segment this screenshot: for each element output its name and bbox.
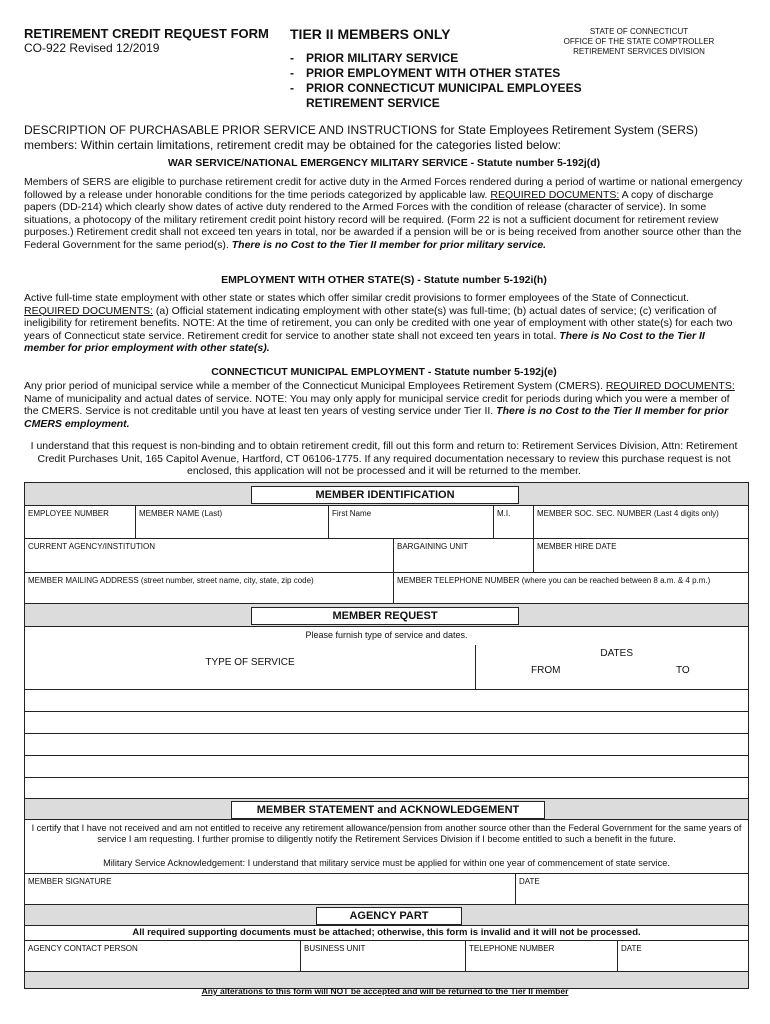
agency-notice: All required supporting documents must be attached; otherwise, this form is invalid and it will not be processed.	[132, 927, 641, 938]
id-row-3	[25, 573, 748, 604]
middle-initial-field[interactable]: M.I.	[493, 506, 533, 538]
agency-line: STATE OF CONNECTICUT	[589, 27, 689, 36]
agency-contact-field[interactable]: AGENCY CONTACT PERSON	[28, 944, 138, 953]
statement-band	[25, 799, 748, 820]
description: DESCRIPTION OF PURCHASABLE PRIOR SERVICE AND INSTRUCTIONS for State Employees Retirement System (SERS) members: Within certain limitations, retirement credit may be obtained for the categories listed below:	[24, 123, 698, 152]
agency-band	[25, 905, 748, 926]
footer-notice: Any alterations to this form will NOT be accepted and will be returned to the Tier II member	[201, 986, 569, 996]
ssn-field[interactable]: MEMBER SOC. SEC. NUMBER (Last 4 digits only)	[533, 506, 748, 538]
telephone-field[interactable]: MEMBER TELEPHONE NUMBER (where you can be reached between 8 a.m. & 4 p.m.)	[393, 573, 748, 603]
agency-header	[544, 27, 734, 57]
form-revision: CO-922 Revised 12/2019	[24, 41, 160, 55]
agency-part-title: AGENCY PART	[316, 907, 462, 925]
war-service-heading: WAR SERVICE/NATIONAL EMERGENCY MILITARY SERVICE - Statute number 5-192j(d)	[167, 157, 601, 169]
dates-header: DATES FROM TO	[475, 645, 748, 689]
mailing-address-field[interactable]: MEMBER MAILING ADDRESS (street number, street name, city, state, zip code)	[28, 576, 314, 585]
bargaining-unit-field[interactable]: BARGAINING UNIT	[393, 539, 533, 572]
service-row[interactable]	[25, 690, 748, 712]
municipal-text: Any prior period of municipal service while a member of the Connecticut Municipal Employees Retirement System (CMERS). REQUIRED DOCUMENTS: Name of municipality and actual dates of service. NOTE: You may only apply for municipal service credit for periods during which you were a member of the CMERS. Service is not creditable until you have at least ten years of vesting service under Tier II. There is no Cost to the Tier II member for prior CMERS employment.	[24, 380, 735, 430]
business-unit-field[interactable]: BUSINESS UNIT	[300, 941, 465, 971]
form-body	[24, 482, 749, 989]
agency-row	[25, 940, 748, 972]
hire-date-field[interactable]: MEMBER HIRE DATE	[533, 539, 748, 572]
war-service-text: Members of SERS are eligible to purchase retirement credit for active duty in the Armed Forces rendered during a period of wartime or national emergency followed by a release under honorable conditions for the time periods categorized by applicable law. REQUIRED DOCUMENTS: A copy of discharge papers (DD-214) which clearly show dates of active duty rendered to the Armed Forces with the condition of release (character of service). In some situations, a photocopy of the military retirement credit point history record will be required. (Form 22 is not a sufficient document for retirement review purposes.) Retirement credit shall not exceed ten years in total, nor be awarded if a pension will be or is being received from another source other than the Federal Government for the same period(s). There is no Cost to the Tier II member for prior military service.	[24, 176, 743, 251]
member-request-band	[25, 604, 748, 627]
agency-line: RETIREMENT SERVICES DIVISION	[573, 47, 705, 56]
current-agency-field[interactable]: CURRENT AGENCY/INSTITUTION	[28, 542, 155, 551]
agency-telephone-field[interactable]: TELEPHONE NUMBER	[465, 941, 617, 971]
other-states-text: Active full-time state employment with other state or states which offer similar credit provisions to former employees of the State of Connecticut. REQUIRED DOCUMENTS: (a) Official statement indicating employment with other state(s) was full-time; (b) actual dates of service; (c) verification of ineligibility for retirement benefits. NOTE: At the time of retirement, you can only be credited with one year of employment with other state(s) for each two years of Connecticut state service. Retirement credit for service to another state shall not exceed ten years in total. There is No Cost to the Tier II member for prior employment with other state(s).	[24, 292, 733, 355]
tier-items	[290, 51, 630, 111]
service-row[interactable]	[25, 734, 748, 756]
member-signature-field[interactable]: MEMBER SIGNATURE	[28, 877, 112, 886]
military-acknowledgement: Military Service Acknowledgement: I understand that military service must be applied for within one year of commencement of state service.	[103, 858, 670, 868]
service-row[interactable]	[25, 756, 748, 778]
member-identification-title: MEMBER IDENTIFICATION	[251, 486, 519, 504]
service-row[interactable]	[25, 778, 748, 799]
first-name-field[interactable]: First Name	[328, 506, 493, 538]
signature-row	[25, 873, 748, 905]
statement-title: MEMBER STATEMENT and ACKNOWLEDGEMENT	[231, 801, 545, 819]
understand-text: I understand that this request is non-binding and to obtain retirement credit, fill out this form and return to: Retirement Services Division, Attn: Retirement Credit Purchases Unit, 165 Capitol Avenue, Hartford, CT 06106-1775. If any required documentation necessary to review this purchase request is not enclosed, this application will not be processed and it will be returned to the member.	[30, 440, 738, 478]
tier-title: TIER II MEMBERS ONLY	[290, 26, 451, 42]
agency-line: OFFICE OF THE STATE COMPTROLLER	[563, 37, 715, 46]
member-identification-band	[25, 482, 748, 506]
agency-notice-row	[25, 926, 748, 940]
service-row[interactable]	[25, 712, 748, 734]
member-request-title: MEMBER REQUEST	[251, 607, 519, 625]
id-row-2	[25, 539, 748, 573]
tier-item: - PRIOR EMPLOYMENT WITH OTHER STATES	[290, 66, 630, 81]
employee-number-field[interactable]: EMPLOYEE NUMBER	[28, 509, 109, 518]
type-of-service-header: TYPE OF SERVICE	[205, 657, 295, 668]
request-header-row	[25, 627, 748, 690]
signature-date-field[interactable]: DATE	[515, 874, 748, 904]
statement-text-row	[25, 820, 748, 873]
tier-item: - PRIOR CONNECTICUT MUNICIPAL EMPLOYEES RETIREMENT SERVICE	[290, 81, 630, 111]
request-instruction: Please furnish type of service and dates.	[305, 630, 468, 640]
agency-date-field[interactable]: DATE	[617, 941, 748, 971]
member-last-name-field[interactable]: MEMBER NAME (Last)	[135, 506, 328, 538]
tier-item: - PRIOR MILITARY SERVICE	[290, 51, 630, 66]
other-states-heading: EMPLOYMENT WITH OTHER STATE(S) - Statute number 5-192i(h)	[221, 274, 547, 286]
certify-text: I certify that I have not received and am not entitled to receive any retirement allowance/pension from another source other than the Federal Government for the same years of service I am requesting. I further promise to diligently notify the Retirement Services Division if I become entitled to such a benefit in the future.	[31, 823, 742, 844]
form-title: RETIREMENT CREDIT REQUEST FORM	[24, 26, 269, 41]
id-row-1	[25, 506, 748, 539]
municipal-heading: CONNECTICUT MUNICIPAL EMPLOYMENT - Statute number 5-192j(e)	[211, 366, 557, 378]
